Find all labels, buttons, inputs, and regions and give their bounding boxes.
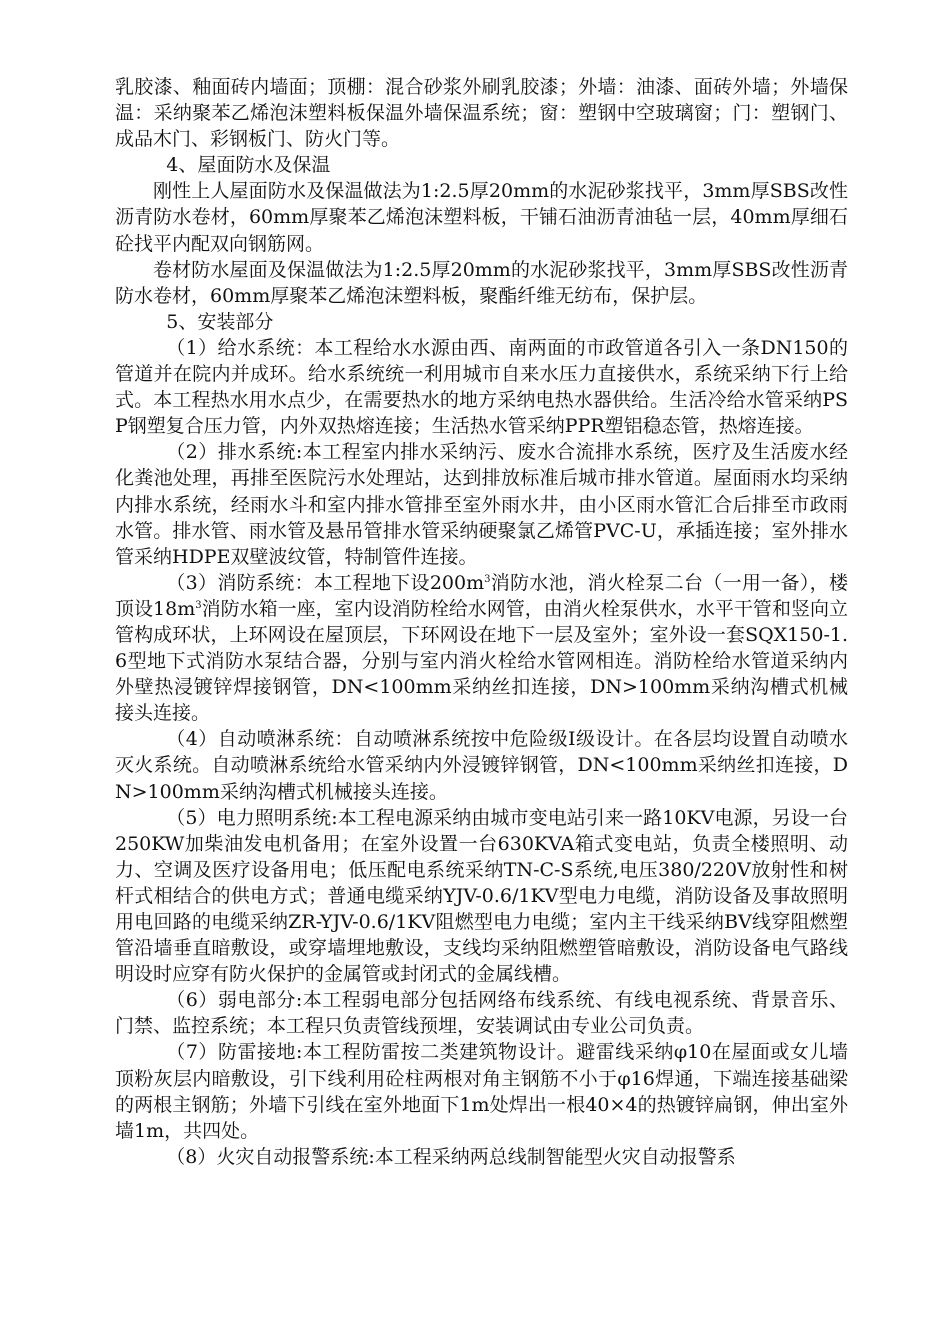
paragraph-lightning-protection: （7）防雷接地:本工程防雷按二类建筑物设计。避雷线采纳φ10在屋面或女儿墙顶粉灰层内暗敷设，引下线利用砼柱两根对角主钢筋不小于φ16焊通，下端连接基础梁的两根主钢筋；外墙下引线在室外地面下1m处焊出一根40×4的热镀锌扁钢，伸出室外墙1m，共四处。 <box>115 1041 848 1142</box>
paragraph-power-lighting: （5）电力照明系统:本工程电源采纳由城市变电站引来一路10KV电源，另设一台250KW加柴油发电机备用；在室外设置一台630KVA箱式变电站，负责全楼照明、动力、空调及医疗设备用电；低压配电系统采纳TN-C-S系统,电压380/220V放射性和树杆式相结合的供电方式；普通电缆采纳YJV-0.6/1KV型电力电缆，消防设备及事故照明用电回路的电缆采纳ZR-YJV-0.6/1KV阻燃型电力电缆；室内主干线采纳BV线穿阻燃塑管沿墙垂直暗敷设，或穿墙埋地敷设，支线均采纳阻燃塑管暗敷设，消防设备电气路线明设时应穿有防火保护的金属管或封闭式的金属线槽。 <box>115 806 848 986</box>
superscript-cubic-2: 3 <box>195 599 202 611</box>
paragraph-drainage: （2）排水系统:本工程室内排水采纳污、废水合流排水系统，医疗及生活废水经化粪池处理，再排至医院污水处理站，达到排放标准后城市排水管道。屋面雨水均采纳内排水系统，经雨水斗和室内排水管排至室外雨水井，由小区雨水管汇合后排至市政雨水管。排水管、雨水管及悬吊管排水管采纳硬聚氯乙烯管PVC-U，承插连接；室外排水管采纳HDPE双壁波纹管，特制管件连接。 <box>115 441 848 568</box>
paragraph-rigid-roof: 刚性上人屋面防水及保温做法为1:2.5厚20mm的水泥砂浆找平，3mm厚SBS改性沥青防水卷材，60mm厚聚苯乙烯泡沫塑料板，干铺石油沥青油毡一层，40mm厚细石砼找平内配双向钢筋网。 <box>115 180 848 255</box>
paragraph-finishes: 乳胶漆、釉面砖内墙面；顶棚：混合砂浆外刷乳胶漆；外墙：油漆、面砖外墙；外墙保温：采纳聚苯乙烯泡沫塑料板保温外墙保温系统；窗：塑钢中空玻璃窗；门：塑钢门、成品木门、彩钢板门、防火门等。 <box>115 76 848 151</box>
paragraph-water-supply: （1）给水系统：本工程给水水源由西、南两面的市政管道各引入一条DN150的管道并在院内并成环。给水系统统一利用城市自来水压力直接供水，系统采纳下行上给式。本工程热水用水点少，在需要热水的地方采纳电热水器供给。生活冷给水管采纳PSP钢塑复合压力管，内外双热熔连接；生活热水管采纳PPR塑铝稳态管，热熔连接。 <box>115 336 848 438</box>
fire-text-part-2: 消防水池，消火栓泵二台（一用一备），楼顶设18m <box>115 571 848 620</box>
document-page <box>115 74 848 1170</box>
paragraph-weak-current: （6）弱电部分:本工程弱电部分包括网络布线系统、有线电视系统、背景音乐、门禁、监控系统；本工程只负责管线预埋，安装调试由专业公司负责。 <box>115 989 848 1038</box>
superscript-cubic-1: 3 <box>484 573 491 585</box>
section-heading-installation: 5、安装部分 <box>166 310 274 333</box>
paragraph-sprinkler: （4）自动喷淋系统：自动喷淋系统按中危险级Ⅰ级设计。在各层均设置自动喷水灭火系统。自动喷淋系统给水管采纳内外浸镀锌钢管，DN<100mm采纳丝扣连接，DN>100mm采纳沟槽式机械接头连接。 <box>115 728 848 803</box>
fire-text-part-1: （3）消防系统：本工程地下设200m <box>166 571 485 594</box>
section-heading-roof: 4、屋面防水及保温 <box>166 154 331 177</box>
paragraph-fire-protection <box>115 570 848 727</box>
paragraph-fire-alarm: （8）火灾自动报警系统:本工程采纳两总线制智能型火灾自动报警系 <box>166 1145 736 1168</box>
paragraph-membrane-roof: 卷材防水屋面及保温做法为1:2.5厚20mm的水泥砂浆找平，3mm厚SBS改性沥青防水卷材，60mm厚聚苯乙烯泡沫塑料板，聚酯纤维无纺布，保护层。 <box>115 258 848 307</box>
fire-text-part-3: 消防水箱一座，室内设消防栓给水网管，由消火栓泵供水，水平干管和竖向立管构成环状，上环网设在屋顶层，下环网设在地下一层及室外；室外设一套SQX150-1.6型地下式消防水泵结合器，分别与室内消火栓给水管网相连。消防栓给水管道采纳内外壁热浸镀锌焊接钢管，DN<100mm采纳丝扣连接，DN>100mm采纳沟槽式机械接头连接。 <box>115 597 848 725</box>
